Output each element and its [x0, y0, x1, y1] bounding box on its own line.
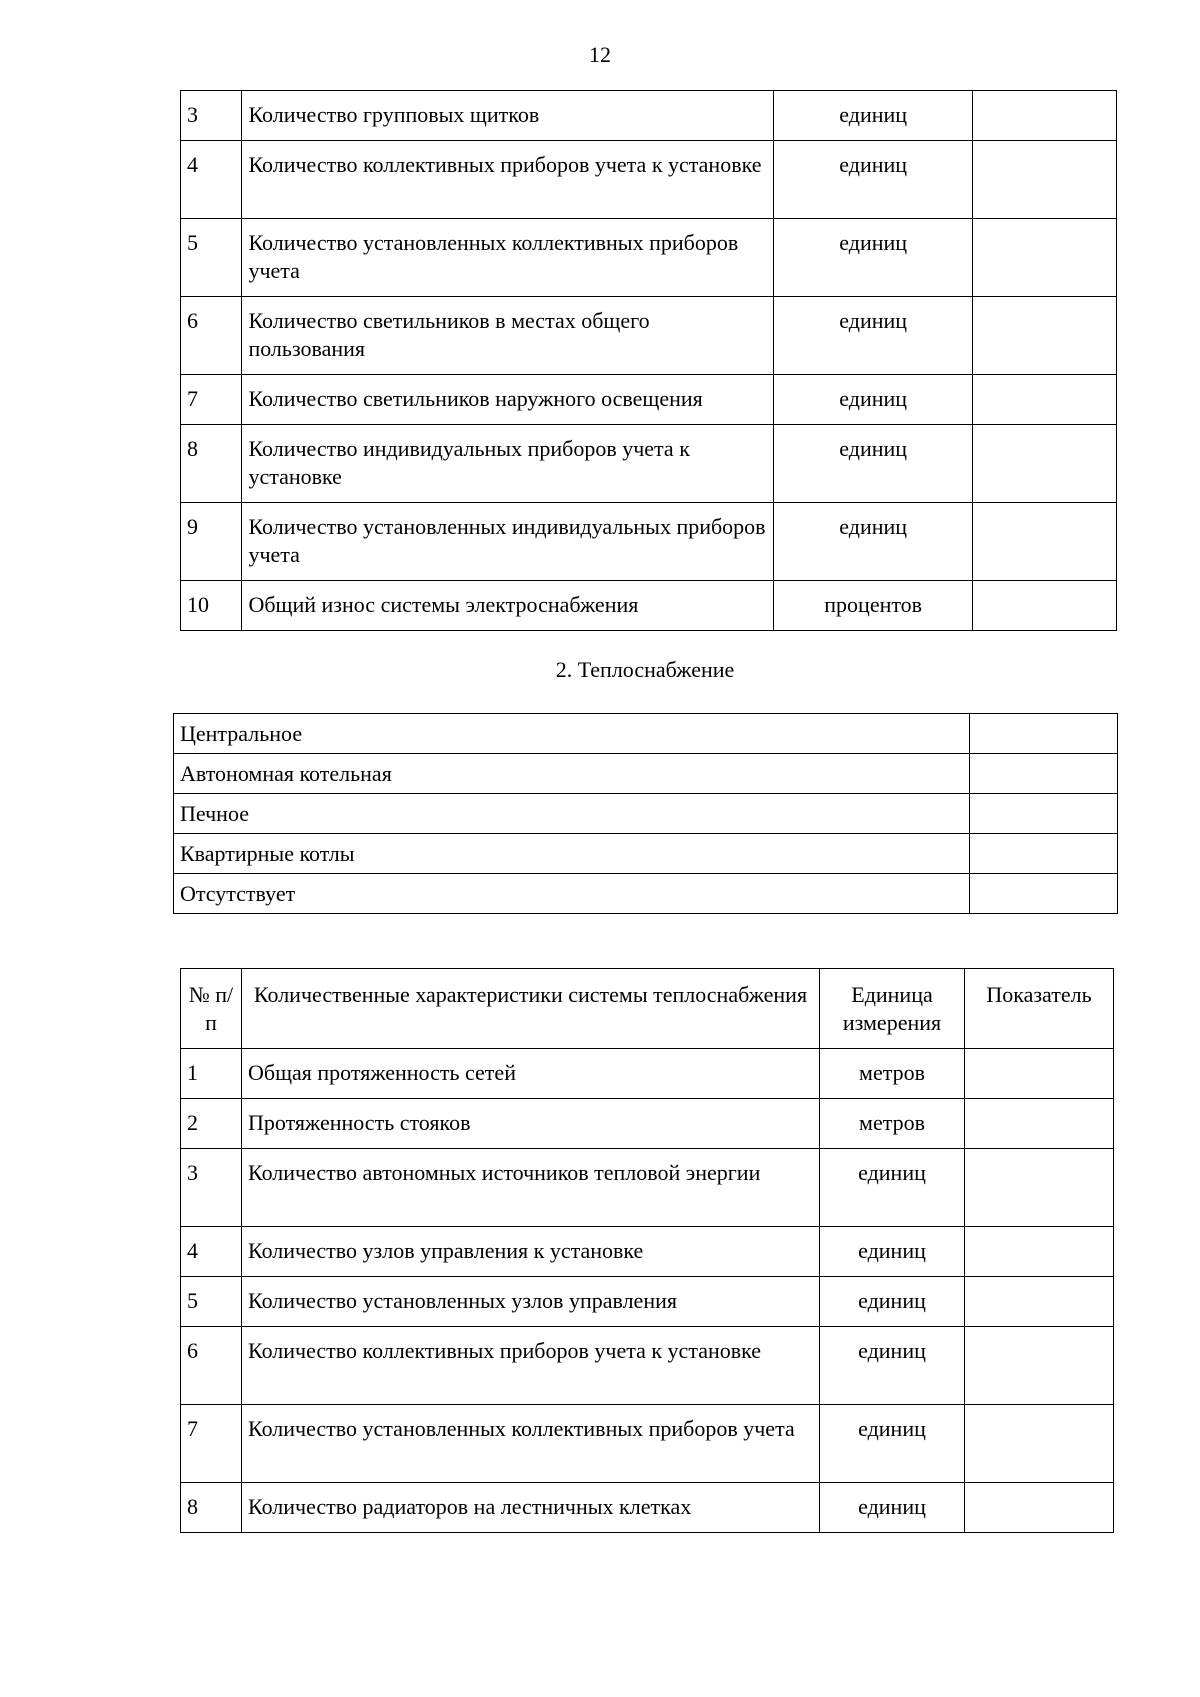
header-number: № п/п — [181, 969, 242, 1049]
row-characteristic: Количество автономных источников тепловой энергии — [242, 1149, 820, 1227]
row-unit: единиц — [774, 91, 972, 141]
row-value-cell[interactable] — [965, 1277, 1114, 1327]
row-characteristic: Количество установленных индивидуальных приборов учета — [242, 503, 774, 581]
row-value-cell[interactable] — [972, 425, 1116, 503]
row-value-cell[interactable] — [965, 1099, 1114, 1149]
row-value-cell[interactable] — [965, 1483, 1114, 1533]
table-row — [181, 503, 1117, 581]
table-row — [181, 141, 1117, 219]
table-row — [181, 375, 1117, 425]
row-number: 10 — [181, 581, 242, 631]
row-characteristic: Количество светильников наружного освещения — [242, 375, 774, 425]
table-row — [181, 1227, 1114, 1277]
row-unit: единиц — [774, 297, 972, 375]
row-unit: единиц — [820, 1483, 965, 1533]
table-row — [181, 1099, 1114, 1149]
row-number: 6 — [181, 1327, 242, 1405]
row-characteristic: Количество установленных коллективных приборов учета — [242, 1405, 820, 1483]
table-header-row — [181, 969, 1114, 1049]
row-characteristic: Количество установленных коллективных приборов учета — [242, 219, 774, 297]
table-row — [181, 425, 1117, 503]
table-row — [181, 219, 1117, 297]
header-characteristic: Количественные характеристики системы теплоснабжения — [242, 969, 820, 1049]
table-row — [174, 794, 1118, 834]
row-unit: единиц — [820, 1277, 965, 1327]
row-number: 7 — [181, 1405, 242, 1483]
table-row — [181, 1149, 1114, 1227]
row-value-cell[interactable] — [972, 91, 1116, 141]
row-number: 8 — [181, 1483, 242, 1533]
row-unit: единиц — [820, 1327, 965, 1405]
row-unit: метров — [820, 1099, 965, 1149]
row-unit: единиц — [820, 1227, 965, 1277]
table-row — [174, 834, 1118, 874]
row-unit: единиц — [774, 425, 972, 503]
row-number: 7 — [181, 375, 242, 425]
row-number: 4 — [181, 141, 242, 219]
row-characteristic: Количество коллективных приборов учета к установке — [242, 1327, 820, 1405]
table-row — [174, 754, 1118, 794]
row-value-cell[interactable] — [972, 141, 1116, 219]
heat-type-value-cell[interactable] — [970, 834, 1118, 874]
row-characteristic: Количество радиаторов на лестничных клетках — [242, 1483, 820, 1533]
row-characteristic: Количество коллективных приборов учета к установке — [242, 141, 774, 219]
row-characteristic: Общий износ системы электроснабжения — [242, 581, 774, 631]
row-value-cell[interactable] — [965, 1405, 1114, 1483]
row-value-cell[interactable] — [965, 1227, 1114, 1277]
table-row — [181, 91, 1117, 141]
heat-type-label: Центральное — [174, 714, 970, 754]
heat-type-label: Автономная котельная — [174, 754, 970, 794]
row-unit: процентов — [774, 581, 972, 631]
table-row — [181, 1327, 1114, 1405]
header-unit: Единица измерения — [820, 969, 965, 1049]
table-row — [181, 1483, 1114, 1533]
row-unit: единиц — [774, 141, 972, 219]
row-number: 2 — [181, 1099, 242, 1149]
electro-characteristics-table — [180, 90, 1117, 631]
row-value-cell[interactable] — [965, 1149, 1114, 1227]
heat-characteristics-table — [180, 968, 1114, 1533]
table-row — [181, 1277, 1114, 1327]
table-row — [174, 874, 1118, 914]
heat-type-value-cell[interactable] — [970, 714, 1118, 754]
row-number: 4 — [181, 1227, 242, 1277]
row-characteristic: Общая протяженность сетей — [242, 1049, 820, 1099]
row-value-cell[interactable] — [972, 219, 1116, 297]
row-number: 9 — [181, 503, 242, 581]
row-value-cell[interactable] — [972, 375, 1116, 425]
row-characteristic: Количество узлов управления к установке — [242, 1227, 820, 1277]
row-number: 6 — [181, 297, 242, 375]
row-value-cell[interactable] — [965, 1049, 1114, 1099]
table-row — [181, 1049, 1114, 1099]
row-characteristic: Количество групповых щитков — [242, 91, 774, 141]
header-value: Показатель — [965, 969, 1114, 1049]
table-row — [181, 581, 1117, 631]
row-value-cell[interactable] — [965, 1327, 1114, 1405]
row-number: 1 — [181, 1049, 242, 1099]
row-characteristic: Количество установленных узлов управления — [242, 1277, 820, 1327]
row-number: 5 — [181, 1277, 242, 1327]
row-number: 5 — [181, 219, 242, 297]
heat-type-label: Отсутствует — [174, 874, 970, 914]
heat-type-table — [173, 713, 1118, 914]
table-row — [174, 714, 1118, 754]
section-title: 2. Теплоснабжение — [555, 657, 735, 682]
row-characteristic: Количество светильников в местах общего пользования — [242, 297, 774, 375]
heat-type-value-cell[interactable] — [970, 794, 1118, 834]
row-value-cell[interactable] — [972, 297, 1116, 375]
row-number: 3 — [181, 1149, 242, 1227]
row-number: 3 — [181, 91, 242, 141]
row-unit: единиц — [820, 1149, 965, 1227]
heat-type-value-cell[interactable] — [970, 754, 1118, 794]
row-unit: единиц — [774, 503, 972, 581]
row-unit: единиц — [774, 219, 972, 297]
row-characteristic: Количество индивидуальных приборов учета к установке — [242, 425, 774, 503]
page-number: 12 — [589, 42, 611, 67]
table-row — [181, 1405, 1114, 1483]
row-value-cell[interactable] — [972, 581, 1116, 631]
heat-type-label: Печное — [174, 794, 970, 834]
row-unit: единиц — [820, 1405, 965, 1483]
row-unit: единиц — [774, 375, 972, 425]
row-number: 8 — [181, 425, 242, 503]
heat-type-label: Квартирные котлы — [174, 834, 970, 874]
row-characteristic: Протяженность стояков — [242, 1099, 820, 1149]
row-value-cell[interactable] — [972, 503, 1116, 581]
heat-type-value-cell[interactable] — [970, 874, 1118, 914]
row-unit: метров — [820, 1049, 965, 1099]
table-row — [181, 297, 1117, 375]
